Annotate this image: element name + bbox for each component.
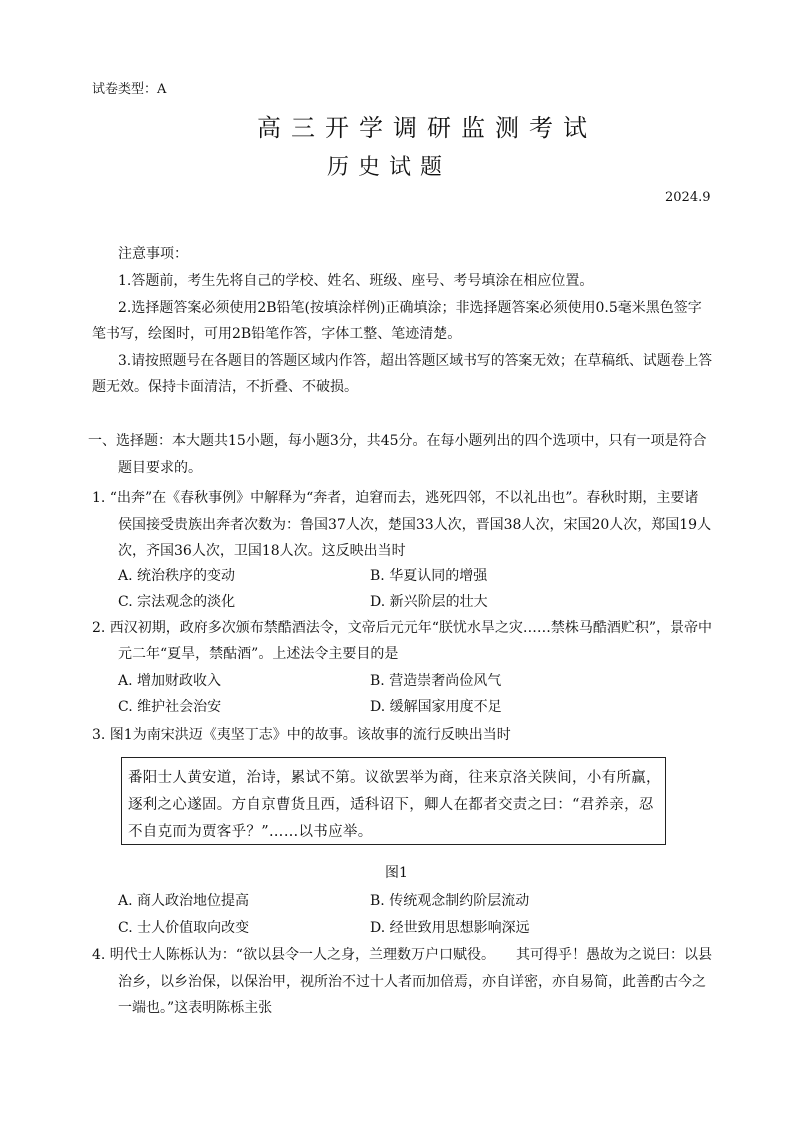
figure-1-text: 逐利之心遂固。方自京曹货且西，适科诏下，卿人在都者交责之曰：“君养亲，忍 — [128, 797, 654, 813]
question-3-option-b[interactable]: B. 传统观念制约阶层流动 — [370, 893, 530, 909]
question-1-option-a[interactable]: A. 统治秩序的变动 — [118, 568, 236, 584]
question-1-stem: 次，齐国36人次，卫国18人次。这反映出当时 — [118, 543, 406, 559]
notes-line: 题无效。保持卡面清洁，不折叠、不破损。 — [92, 379, 358, 395]
exam-title: 高三开学调研监测考试 — [257, 114, 597, 142]
subject-title: 历史试题 — [327, 155, 452, 180]
question-2-option-c[interactable]: C. 维护社会治安 — [118, 699, 222, 715]
notes-line: 3.请按照题号在各题目的答题区域内作答，超出答题区域书写的答案无效；在草稿纸、试题卷上答 — [118, 353, 713, 369]
figure-1-text: 不自克而为贾客乎？”……以书应举。 — [128, 824, 373, 840]
question-3-stem: 3. 图1为南宋洪迈《夷坚丁志》中的故事。该故事的流行反映出当时 — [92, 727, 511, 743]
question-1-stem: 侯国接受贵族出奔者次数为：鲁国37人次，楚国33人次，晋国38人次，宋国20人次，郑国19人 — [118, 517, 712, 533]
exam-date: 2024.9 — [665, 190, 711, 205]
figure-1-text: 番阳士人黄安道，治诗，累试不第。议欲罢举为商，往来京洛关陕间，小有所赢， — [128, 770, 661, 786]
question-4-stem: 4. 明代士人陈栎认为：“欲以县令一人之身，兰理数万户口赋役。 其可得乎！愚故为之说曰：以县 — [92, 947, 712, 963]
question-2-option-b[interactable]: B. 营造崇奢尚俭风气 — [370, 673, 502, 689]
question-1-option-b[interactable]: B. 华夏认同的增强 — [370, 568, 488, 584]
question-2-option-d[interactable]: D. 缓解国家用度不足 — [370, 699, 502, 715]
question-3-option-c[interactable]: C. 士人价值取向改变 — [118, 920, 250, 936]
question-1-option-d[interactable]: D. 新兴阶层的壮大 — [370, 594, 488, 610]
question-1-option-c[interactable]: C. 宗法观念的淡化 — [118, 594, 236, 610]
question-4-stem: 一端也。”这表明陈栎主张 — [118, 1000, 273, 1016]
figure-1-label: 图1 — [385, 865, 408, 881]
notes-heading: 注意事项： — [118, 246, 188, 262]
section-heading-cont: 题目要求的。 — [118, 460, 202, 476]
notes-line: 1.答题前，考生先将自己的学校、姓名、班级、座号、考号填涂在相应位置。 — [118, 273, 594, 289]
question-1-stem: 1. “出奔”在《春秋事例》中解释为“奔者，迫窘而去，逃死四邻，不以礼出也”。春秋时期，主要诸 — [92, 490, 699, 506]
question-4-stem: 治乡，以乡治保，以保治甲，视所治不过十人者而加倍焉，亦自详密，亦自易简，此善酌古今之 — [118, 974, 706, 990]
question-2-stem: 元二年“夏旱，禁酤酒”。上述法令主要目的是 — [118, 646, 399, 662]
section-heading: 一、选择题：本大题共15小题，每小题3分，共45分。在每小题列出的四个选项中，只有一项是符合 — [88, 433, 707, 449]
question-2-option-a[interactable]: A. 增加财政收入 — [118, 673, 222, 689]
notes-line: 2.选择题答案必须使用2B铅笔(按填涂样例)正确填涂；非选择题答案必须使用0.5毫米黑色签字 — [118, 300, 702, 316]
question-2-stem: 2. 西汉初期，政府多次颁布禁酷酒法令，文帝后元元年“朕忧水旱之灾……禁株马酷酒贮积”，景帝中 — [92, 620, 713, 636]
question-3-option-d[interactable]: D. 经世致用思想影响深远 — [370, 920, 530, 936]
notes-line: 笔书写，绘图时，可用2B铅笔作答，字体工整、笔迹清楚。 — [92, 326, 462, 342]
question-3-option-a[interactable]: A. 商人政治地位提高 — [118, 893, 250, 909]
paper-type: 试卷类型：A — [92, 82, 167, 97]
